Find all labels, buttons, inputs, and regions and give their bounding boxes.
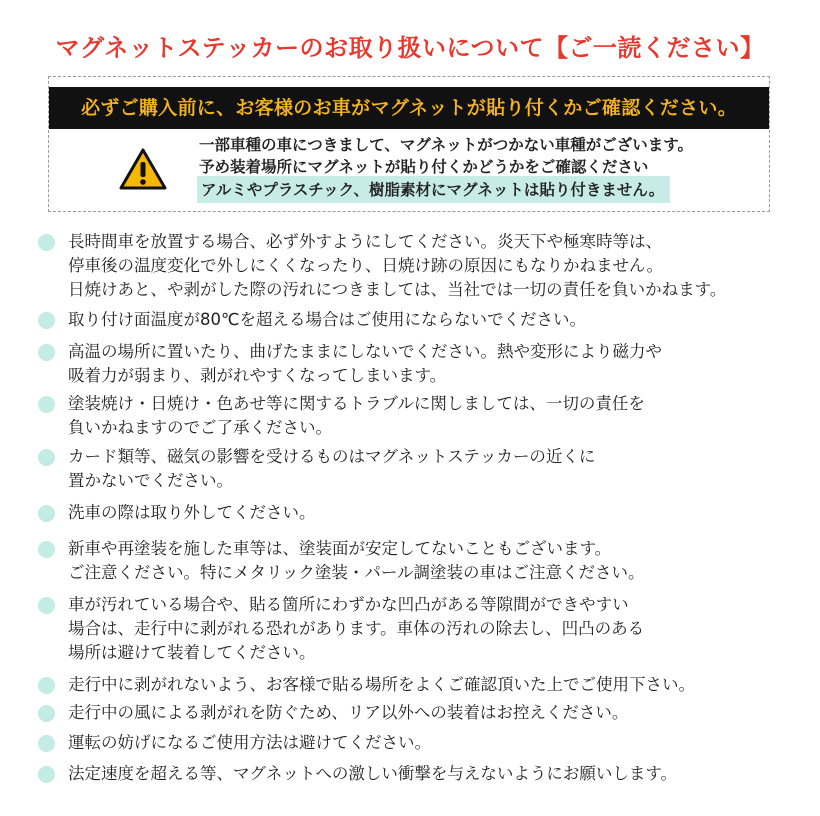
list-item-text: 負いかねますのでご了承ください。	[68, 418, 332, 437]
list-item-text: 停車後の温度変化で外しにくくなったり、日焼け跡の原因にもなりかねません。	[68, 256, 663, 275]
list-item-text: 場合は、走行中に剥がれる恐れがあります。車体の汚れの除去し、凹凸のある	[68, 619, 645, 638]
bullet-circle-icon	[38, 705, 55, 722]
list-item-text: 取り付け面温度が80℃を超える場合はご使用にならないでください。	[68, 310, 587, 329]
list-item-text: 運転の妨げになるご使用方法は避けてください。	[68, 733, 431, 752]
notice-line-2: 予め装着場所にマグネットが貼り付くかどうかをご確認ください	[199, 158, 649, 176]
list-item-text: 場所は避けて装着してください。	[68, 643, 316, 662]
bullet-circle-icon	[38, 449, 55, 466]
list-item-text: 長時間車を放置する場合、必ず外すようにしてください。炎天下や極寒時等は、	[68, 232, 662, 251]
list-item-text: 車が汚れている場合や、貼る箇所にわずかな凹凸がある等隙間ができやすい	[68, 595, 629, 614]
list-item-text: ご注意ください。特にメタリック塗装・パール調塗装の車はご注意ください。	[68, 563, 645, 582]
bullet-circle-icon	[38, 597, 55, 614]
bullet-circle-icon	[38, 735, 55, 752]
list-item-text: 高温の場所に置いたり、曲げたままにしないでください。熱や変形により磁力や	[68, 342, 662, 361]
notice-banner: 必ずご購入前に、お客様のお車がマグネットが貼り付くかご確認ください。	[49, 87, 769, 129]
list-item-text: 洗車の際は取り外してください。	[68, 503, 316, 522]
list-item-text: 走行中に剥がれないよう、お客様で貼る場所をよくご確認頂いた上でご使用下さい。	[68, 675, 695, 694]
bullet-circle-icon	[38, 541, 55, 558]
list-item-text: 塗装焼け・日焼け・色あせ等に関するトラブルに関しましては、一切の責任を	[68, 394, 645, 413]
bullet-circle-icon	[38, 677, 55, 694]
bullet-circle-icon	[38, 234, 55, 251]
list-item-text: 走行中の風による剥がれを防ぐため、リア以外への装着はお控えください。	[68, 703, 629, 722]
list-item-text: 日焼けあと、や剥がした際の汚れにつきましては、当社では一切の責任を負いかねます。	[68, 280, 727, 299]
bullet-circle-icon	[38, 396, 55, 413]
bullet-circle-icon	[38, 766, 55, 783]
bullet-circle-icon	[38, 312, 55, 329]
list-item-text: カード類等、磁気の影響を受けるものはマグネットステッカーの近くに	[68, 447, 596, 466]
notice-highlight: アルミやプラスチック、樹脂素材にマグネットは貼り付きません。	[197, 176, 670, 203]
list-item-text: 吸着力が弱まり、剥がれやすくなってしまいます。	[68, 366, 447, 385]
page-title: マグネットステッカーのお取り扱いについて【ご一読ください】	[55, 34, 765, 62]
list-item-text: 法定速度を超える等、マグネットへの激しい衝撃を与えないようにお願いします。	[68, 764, 678, 783]
notice-line-1: 一部車種の車につきまして、マグネットがつかない車種がございます。	[199, 136, 693, 154]
list-item-text: 置かないでください。	[68, 471, 233, 490]
list-item-text: 新車や再塗装を施した車等は、塗装面が安定してないこともございます。	[68, 539, 612, 558]
bullet-circle-icon	[38, 505, 55, 522]
bullet-circle-icon	[38, 344, 55, 361]
